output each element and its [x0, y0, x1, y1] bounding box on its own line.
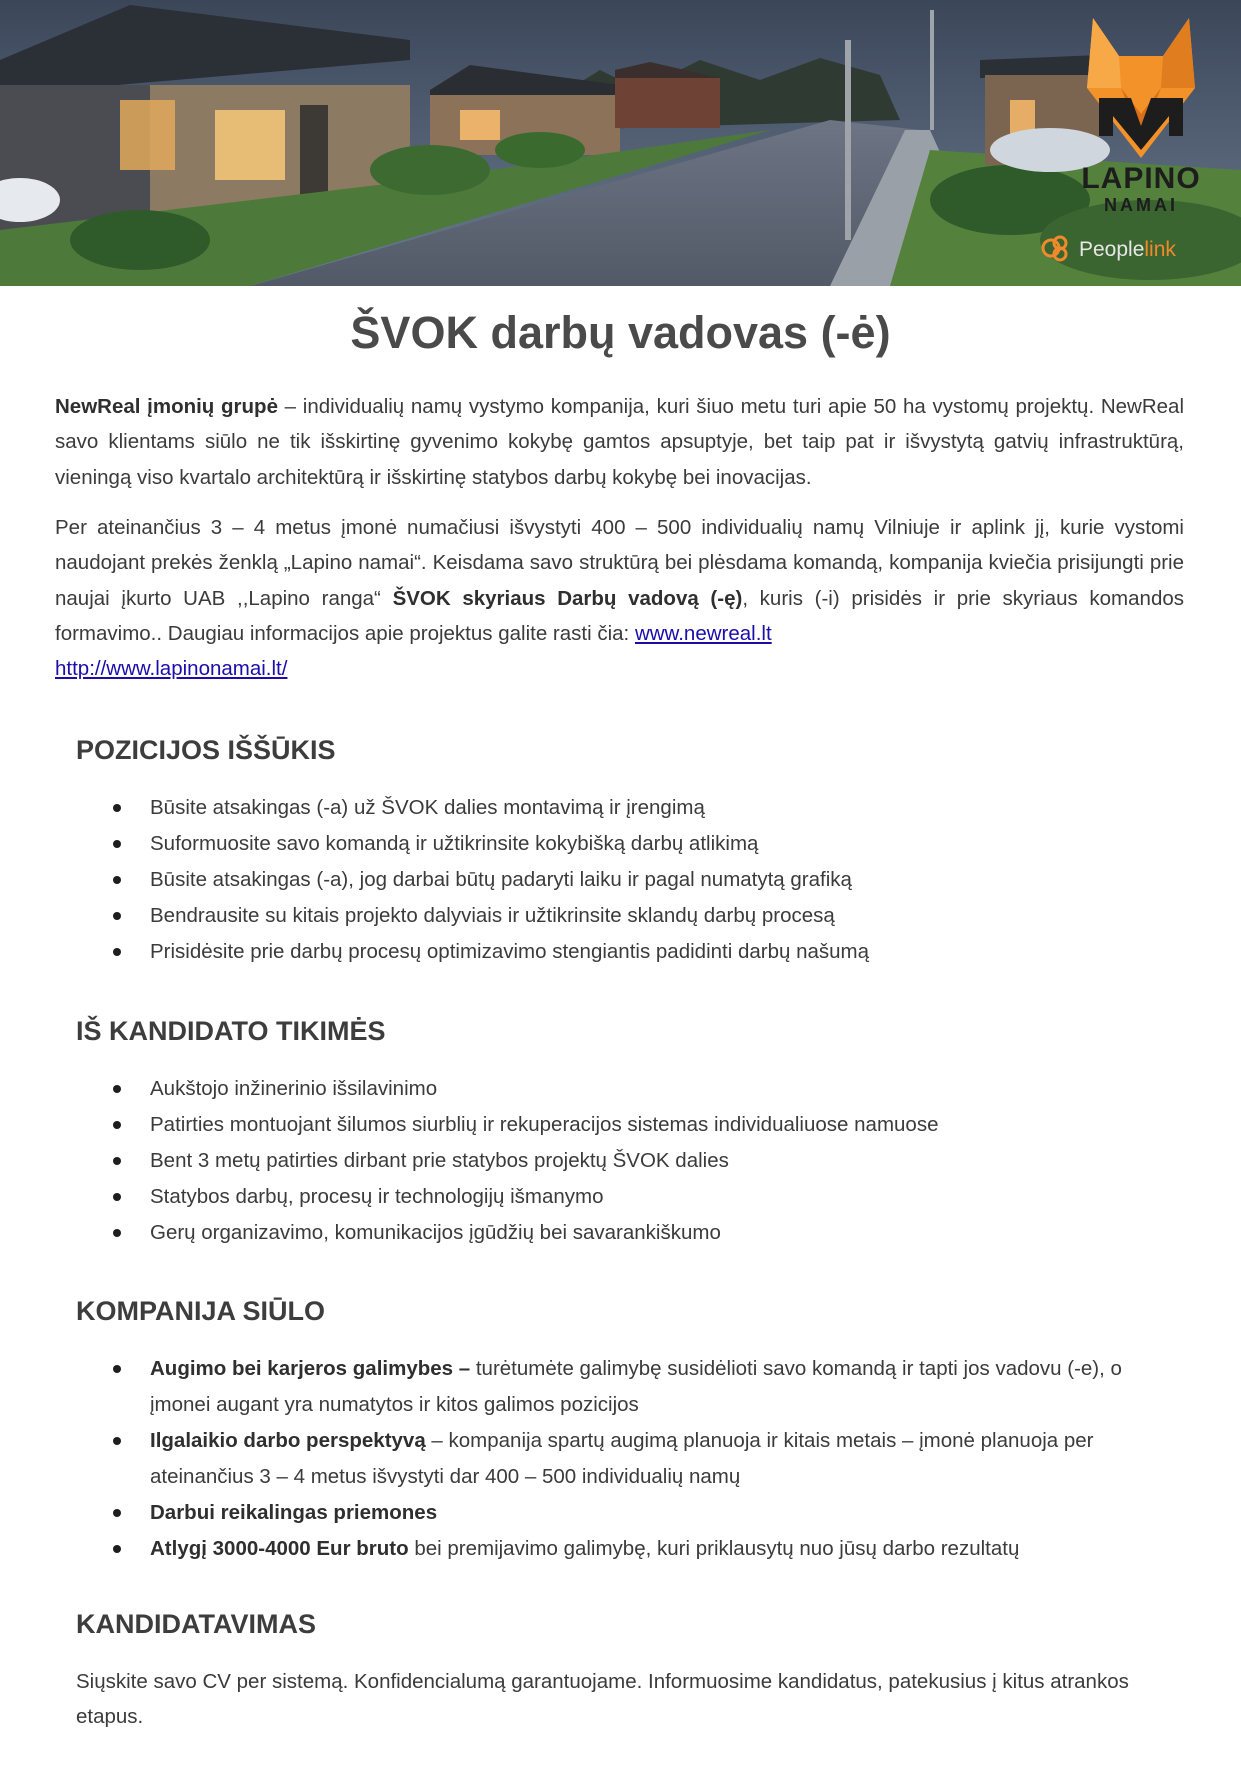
challenge-list — [76, 790, 1186, 970]
list-item: Aukštojo inžinerinio išsilavinimo — [76, 1071, 1186, 1107]
apply-text: Siųskite savo CV per sistemą. Konfidencialumą garantuojame. Informuosime kandidatus, patekusius į kitus atrankos etapus. — [76, 1670, 1129, 1729]
company-name: NewReal įmonių grupė — [55, 395, 278, 418]
peoplelink-icon — [1041, 234, 1071, 262]
peoplelink-logo — [1041, 234, 1201, 266]
list-item: Patirties montuojant šilumos siurblių ir rekuperacijos sistemas individualiuose namuose — [76, 1107, 1186, 1143]
fox-logo-icon — [1081, 18, 1201, 164]
expectations-list — [76, 1071, 1186, 1251]
list-item: Augimo bei karjeros galimybes – turėtumėte galimybę susidėlioti savo komandą ir tapti jos vadovu (-e), o įmonei augant yra numatytos ir kitos galimos pozicijos — [76, 1351, 1186, 1423]
list-item: Prisidėsite prie darbų procesų optimizavimo stengiantis padidinti darbų našumą — [76, 934, 1186, 970]
list-item: Statybos darbų, procesų ir technologijų išmanymo — [76, 1179, 1186, 1215]
section-heading-expectations: IŠ KANDIDATO TIKIMĖS — [76, 1016, 386, 1046]
job-title: ŠVOK darbų vadovas (-ė) — [350, 307, 891, 358]
section-heading-apply: KANDIDATAVIMAS — [76, 1609, 316, 1639]
list-item: Darbui reikalingas priemones — [76, 1495, 1186, 1531]
offer-list — [76, 1351, 1186, 1567]
lapino-namai-logo — [1081, 18, 1201, 270]
list-item: Būsite atsakingas (-a), jog darbai būtų padaryti laiku ir pagal numatytą grafiką — [76, 862, 1186, 898]
list-item: Gerų organizavimo, komunikacijos įgūdžių bei savarankiškumo — [76, 1215, 1186, 1251]
intro-paragraph-2: Per ateinančius 3 – 4 metus įmonė numačiusi išvystyti 400 – 500 individualių namų Vilniuje ir aplink jį, kurie vystomi naudojant prekės ženklą „Lapino namai“. Keisdama savo struktūrą bei plėsdama komandą, kompanija kviečia prisijungti prie naujai įkurto UAB ,,Lapino ranga“ ŠVOK skyriaus Darbų vadovą (-ę), kuris (-i) prisidės ir prie skyriaus komandos formavimo.. Daugiau informacijos apie projektus galite rasti čia: www.newreal.lt http://www.lapinonamai.lt/ — [55, 516, 1184, 681]
position-name: ŠVOK skyriaus Darbų vadovą (-ę) — [392, 586, 743, 610]
list-item: Ilgalaikio darbo perspektyvą – kompanija spartų augimą planuoja ir kitais metais – įmonė planuoja per ateinančius 3 – 4 metus išvystyti dar 400 – 500 individualių namų — [76, 1423, 1186, 1495]
list-item: Būsite atsakingas (-a) už ŠVOK dalies montavimą ir įrengimą — [76, 790, 1186, 826]
intro-paragraph-1: NewReal įmonių grupė – individualių namų vystymo kompanija, kuri šiuo metu turi apie 50 ha vystomų projektų. NewReal savo klientams siūlo ne tik išskirtinę gyvenimo kokybę gamtos apsuptyje, bet taip pat ir išvystytą gatvių infrastruktūrą, vieningą viso kvartalo architektūrą ir išskirtinę statybos darbų kokybę bei inovacijas. — [55, 395, 1184, 489]
list-item: Bent 3 metų patirties dirbant prie statybos projektų ŠVOK dalies — [76, 1143, 1186, 1179]
peoplelink-text: Peoplelink — [1079, 238, 1176, 261]
section-heading-challenge: POZICIJOS IŠŠŪKIS — [76, 735, 336, 765]
newreal-link[interactable]: www.newreal.lt — [634, 621, 772, 645]
lapinonamai-link[interactable]: http://www.lapinonamai.lt/ — [55, 657, 288, 681]
header-banner — [0, 0, 1241, 286]
list-item: Atlygį 3000-4000 Eur bruto bei premijavimo galimybę, kuri priklausytų nuo jūsų darbo rezultatų — [76, 1531, 1186, 1567]
logo-primary-text: LAPINO — [1081, 162, 1201, 195]
logo-secondary-text: NAMAI — [1104, 195, 1178, 215]
section-heading-offer: KOMPANIJA SIŪLO — [76, 1296, 326, 1326]
list-item: Suformuosite savo komandą ir užtikrinsite kokybišką darbų atlikimą — [76, 826, 1186, 862]
list-item: Bendrausite su kitais projekto dalyviais ir užtikrinsite sklandų darbų procesą — [76, 898, 1186, 934]
